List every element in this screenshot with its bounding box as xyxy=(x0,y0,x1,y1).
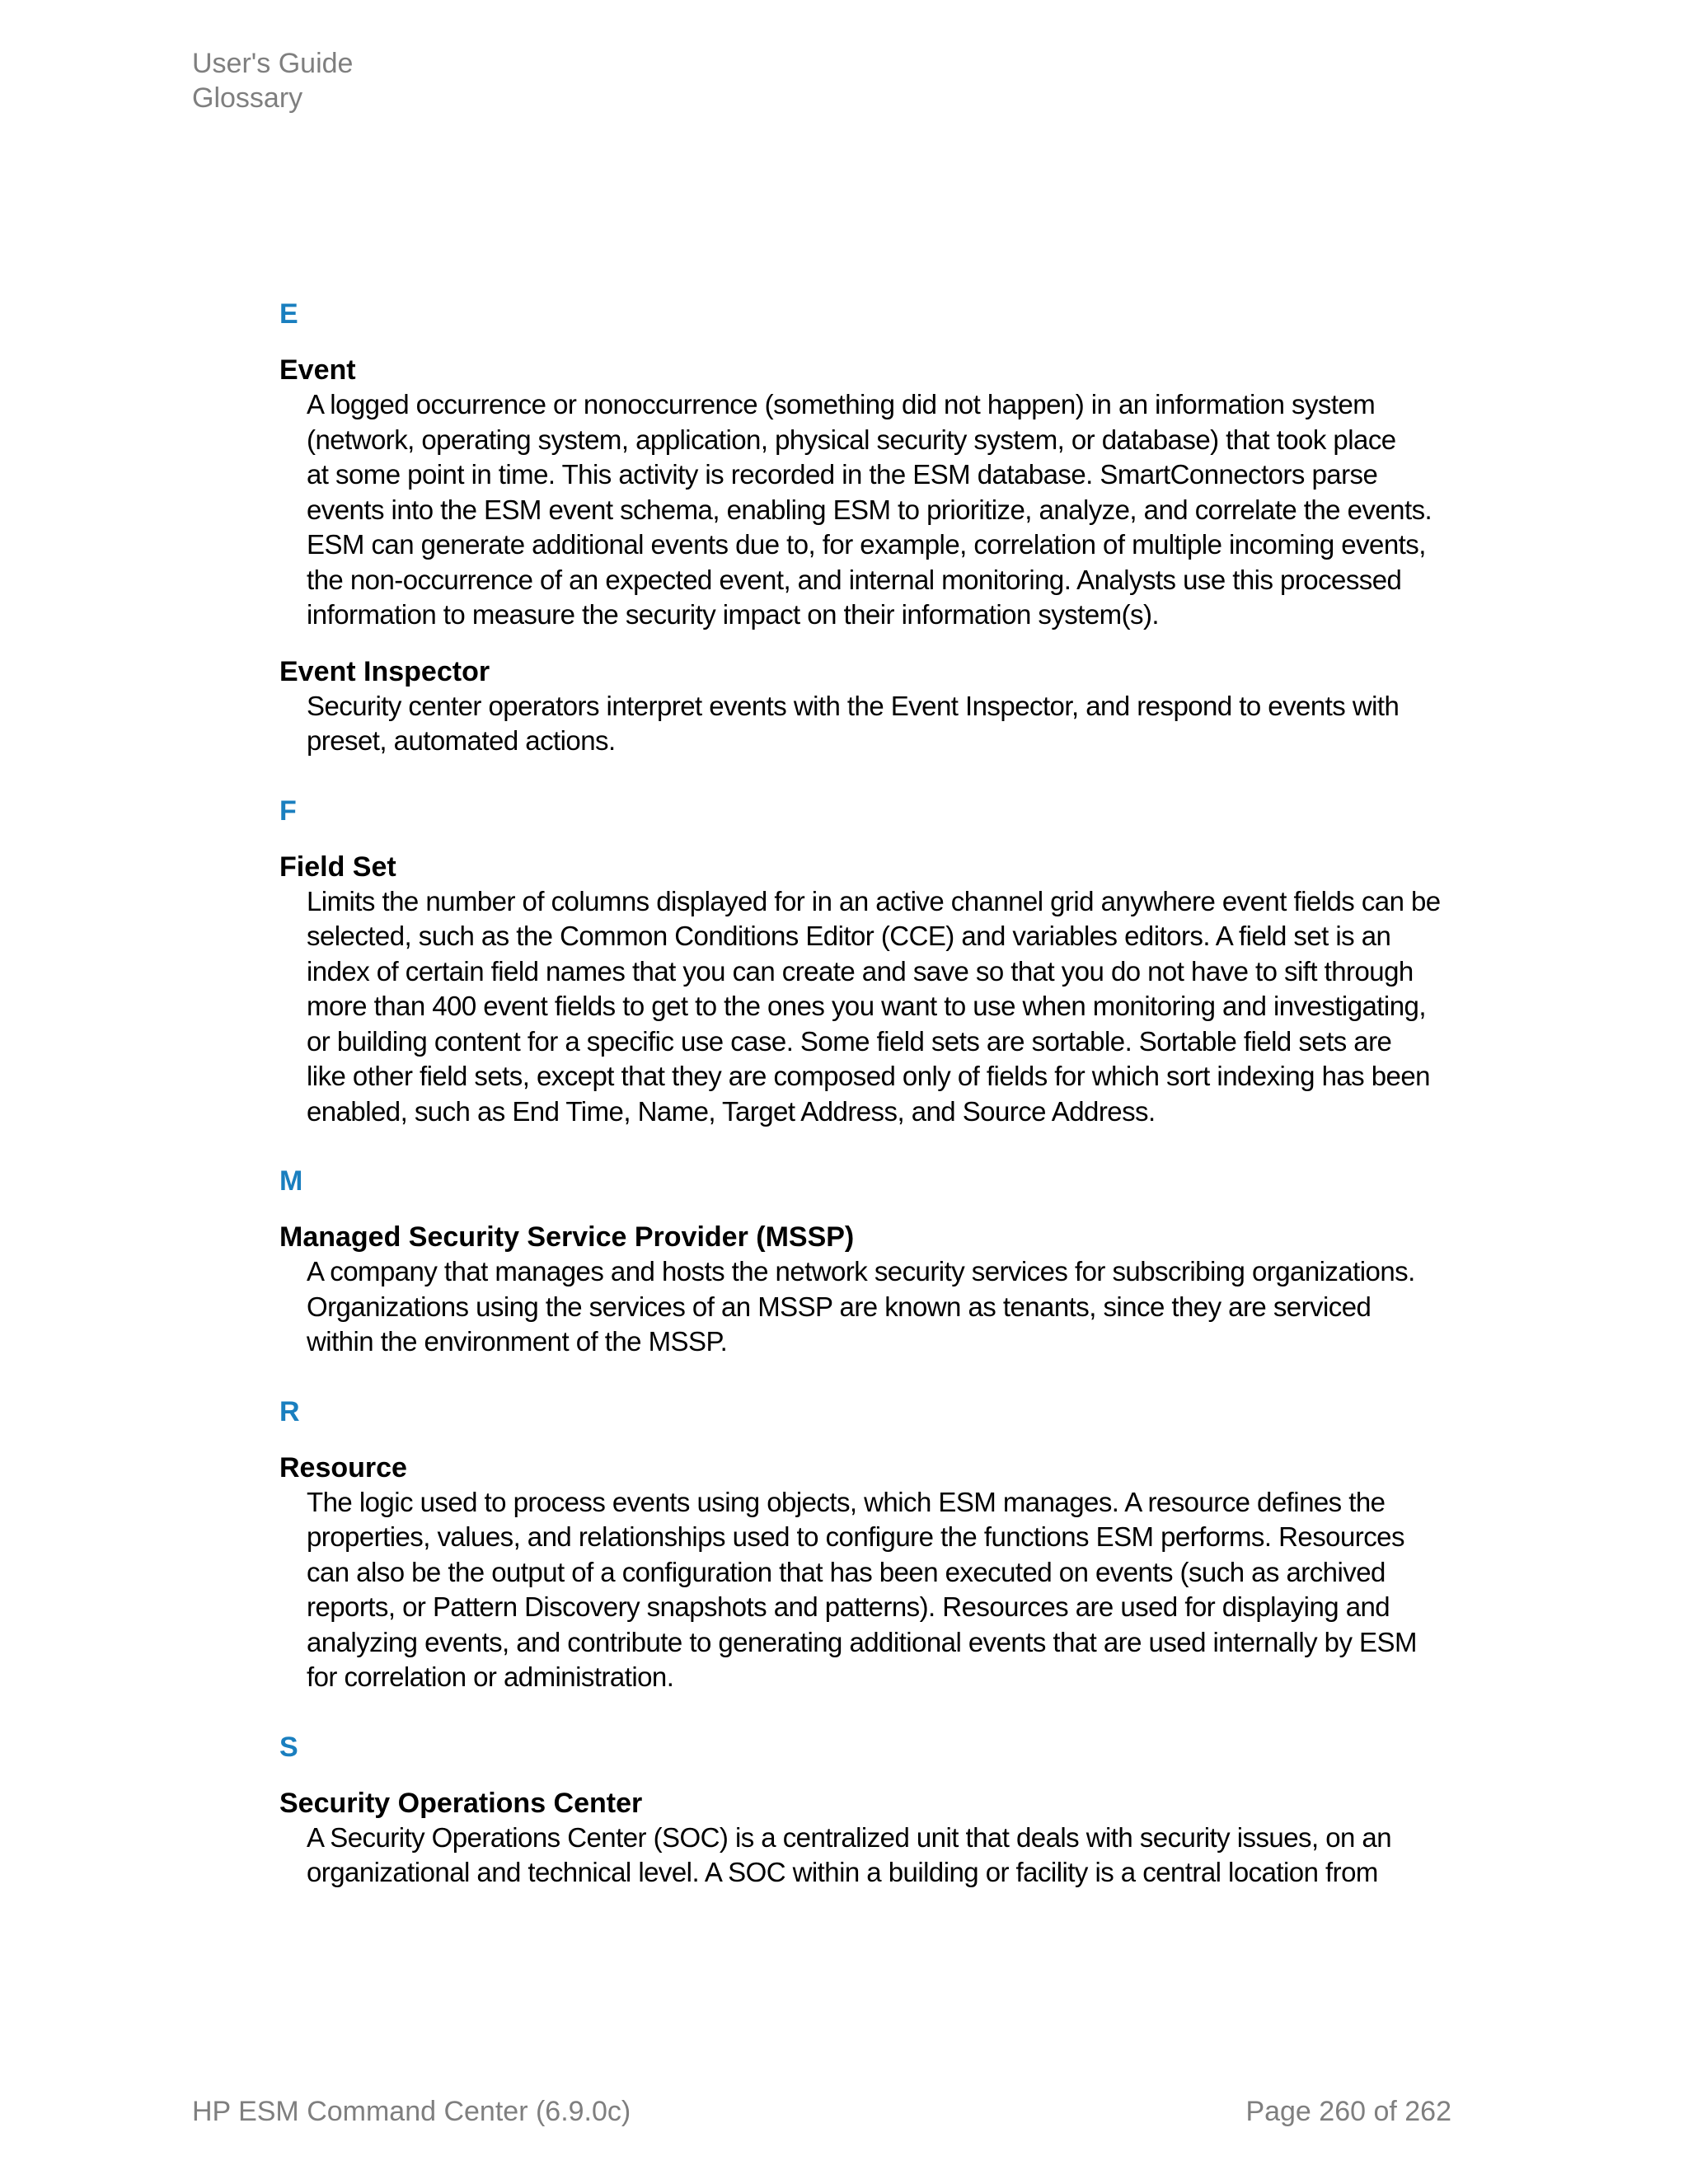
definition-line: Limits the number of columns displayed for in an active channel grid anywhere event fields can be xyxy=(307,885,1441,916)
glossary-entry xyxy=(279,353,1458,633)
definition-line: the non-occurrence of an expected event, and internal monitoring. Analysts use this processed xyxy=(307,564,1402,595)
definition-line: enabled, such as End Time, Name, Target Address, and Source Address. xyxy=(307,1095,1156,1127)
definition-line: for correlation or administration. xyxy=(307,1661,674,1692)
glossary-section xyxy=(279,1394,1458,1695)
definition-line: at some point in time. This activity is recorded in the ESM database. SmartConnectors parse xyxy=(307,459,1378,490)
glossary-entry xyxy=(279,1220,1458,1360)
definition-line: organizational and technical level. A SOC within a building or facility is a central location from xyxy=(307,1857,1378,1887)
glossary-definition xyxy=(279,1254,1458,1360)
glossary-term: Managed Security Service Provider (MSSP) xyxy=(279,1221,855,1253)
glossary-definition xyxy=(279,1485,1458,1695)
definition-line: events into the ESM event schema, enabling ESM to prioritize, analyze, and correlate the events. xyxy=(307,494,1432,525)
definition-line: like other field sets, except that they are composed only of fields for which sort indexing has been xyxy=(307,1061,1430,1091)
glossary-term: Resource xyxy=(279,1451,407,1483)
glossary-term: Event Inspector xyxy=(279,655,490,687)
definition-line: A company that manages and hosts the network security services for subscribing organizations. xyxy=(307,1256,1415,1286)
glossary-content xyxy=(279,297,1458,1912)
definition-line: or building content for a specific use case. Some field sets are sortable. Sortable field sets are xyxy=(307,1025,1392,1057)
definition-line: more than 400 event fields to get to the ones you want to use when monitoring and investigating, xyxy=(307,991,1426,1021)
definition-line: (network, operating system, application, physical security system, or database) that took place xyxy=(307,424,1396,455)
glossary-entry xyxy=(279,1451,1458,1695)
definition-line: information to measure the security impact on their information system(s). xyxy=(307,599,1160,630)
definition-line: ESM can generate additional events due to, for example, correlation of multiple incoming events, xyxy=(307,529,1426,560)
glossary-entry xyxy=(279,654,1458,759)
glossary-section xyxy=(279,1164,1458,1360)
definition-line: can also be the output of a configuration that has been executed on events (such as archived xyxy=(307,1556,1386,1587)
definition-line: A Security Operations Center (SOC) is a centralized unit that deals with security issues, on an xyxy=(307,1821,1392,1853)
document-title: User's Guide xyxy=(192,48,354,79)
definition-line: A logged occurrence or nonoccurrence (something did not happen) in an information system xyxy=(307,389,1376,419)
definition-line: selected, such as the Common Conditions Editor (CCE) and variables editors. A field set is an xyxy=(307,921,1391,951)
page-number: Page 260 of 262 xyxy=(1245,2096,1451,2127)
product-name: HP ESM Command Center (6.9.0c) xyxy=(192,2096,631,2127)
glossary-term: Field Set xyxy=(279,851,396,883)
glossary-entry xyxy=(279,1786,1458,1891)
definition-line: index of certain field names that you can create and save so that you do not have to sift through xyxy=(307,955,1414,987)
definition-line: reports, or Pattern Discovery snapshots and patterns). Resources are used for displaying and xyxy=(307,1591,1390,1622)
glossary-section xyxy=(279,1730,1458,1891)
definition-line: Security center operators interpret events with the Event Inspector, and respond to events with xyxy=(307,690,1400,721)
definition-line: properties, values, and relationships used to configure the functions ESM performs. Resources xyxy=(307,1521,1404,1552)
chapter-title: Glossary xyxy=(192,82,303,114)
glossary-definition xyxy=(279,1821,1458,1891)
definition-line: Organizations using the services of an MSSP are known as tenants, since they are serviced xyxy=(307,1291,1372,1322)
glossary-section xyxy=(279,794,1458,1130)
section-letter-heading: M xyxy=(279,1165,303,1197)
glossary-term: Event xyxy=(279,354,356,386)
glossary-entry xyxy=(279,850,1458,1130)
section-letter-heading: S xyxy=(279,1731,298,1763)
section-letter-heading: F xyxy=(279,794,297,827)
glossary-definition xyxy=(279,689,1458,759)
page-header xyxy=(192,46,353,115)
definition-line: within the environment of the MSSP. xyxy=(307,1326,728,1357)
glossary-definition xyxy=(279,884,1458,1130)
section-letter-heading: R xyxy=(279,1395,300,1427)
glossary-section xyxy=(279,297,1458,759)
definition-line: The logic used to process events using objects, which ESM manages. A resource defines the xyxy=(307,1486,1386,1517)
section-letter-heading: E xyxy=(279,298,298,330)
definition-line: analyzing events, and contribute to generating additional events that are used internally by ESM xyxy=(307,1626,1417,1657)
definition-line: preset, automated actions. xyxy=(307,725,616,756)
glossary-definition xyxy=(279,387,1458,633)
glossary-term: Security Operations Center xyxy=(279,1787,643,1819)
